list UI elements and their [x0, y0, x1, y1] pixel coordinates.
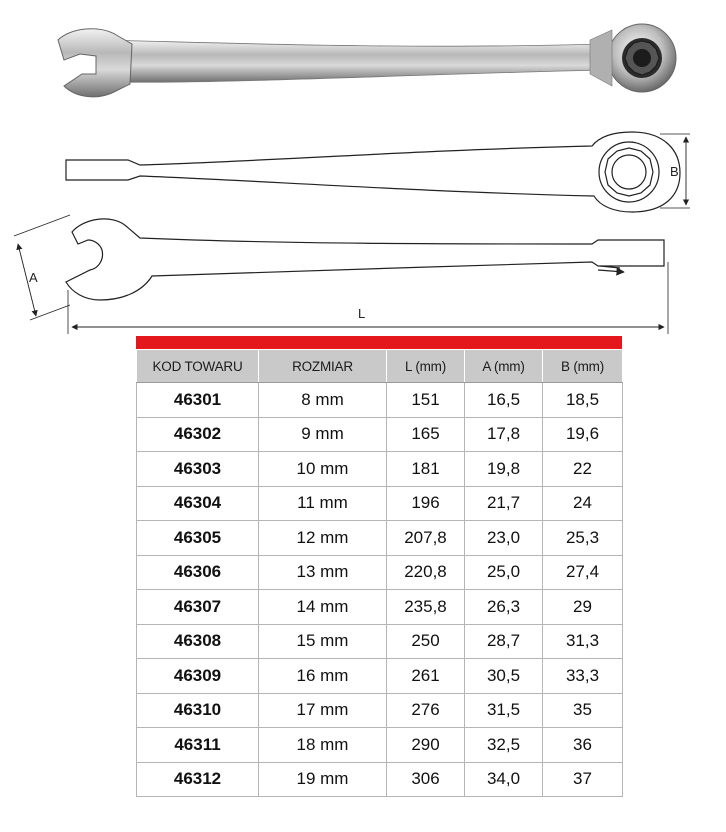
cell-dim-a: 23,0: [465, 521, 543, 556]
table-row: [137, 555, 623, 590]
cell-length: 220,8: [387, 555, 465, 590]
cell-size: 11 mm: [259, 486, 387, 521]
table-row: [137, 762, 623, 797]
wrench-technical-drawing: [0, 118, 726, 348]
cell-product-code: 46311: [137, 728, 259, 763]
header-length: L (mm): [387, 350, 465, 383]
cell-dim-b: 31,3: [543, 624, 623, 659]
cell-dim-a: 31,5: [465, 693, 543, 728]
cell-length: 250: [387, 624, 465, 659]
cell-product-code: 46308: [137, 624, 259, 659]
cell-length: 290: [387, 728, 465, 763]
cell-dim-b: 27,4: [543, 555, 623, 590]
cell-product-code: 46312: [137, 762, 259, 797]
cell-size: 12 mm: [259, 521, 387, 556]
table-row: [137, 417, 623, 452]
header-dim-a: A (mm): [465, 350, 543, 383]
table-row: [137, 521, 623, 556]
cell-size: 19 mm: [259, 762, 387, 797]
wrench-photo: [0, 0, 726, 125]
cell-product-code: 46306: [137, 555, 259, 590]
header-size: ROZMIAR: [259, 350, 387, 383]
cell-size: 9 mm: [259, 417, 387, 452]
cell-product-code: 46309: [137, 659, 259, 694]
cell-product-code: 46305: [137, 521, 259, 556]
header-dim-b: B (mm): [543, 350, 623, 383]
cell-dim-a: 30,5: [465, 659, 543, 694]
table-row: [137, 383, 623, 418]
red-accent-bar: [136, 336, 622, 349]
table-row: [137, 486, 623, 521]
table-body: [137, 383, 623, 797]
dimension-b-label: B: [670, 164, 679, 179]
cell-dim-b: 29: [543, 590, 623, 625]
cell-dim-a: 17,8: [465, 417, 543, 452]
cell-size: 13 mm: [259, 555, 387, 590]
spec-table: [136, 349, 623, 797]
cell-product-code: 46303: [137, 452, 259, 487]
spec-table-container: [136, 336, 622, 797]
cell-size: 14 mm: [259, 590, 387, 625]
cell-length: 235,8: [387, 590, 465, 625]
cell-length: 207,8: [387, 521, 465, 556]
cell-length: 306: [387, 762, 465, 797]
wrench-top-view: [66, 132, 690, 212]
cell-dim-a: 21,7: [465, 486, 543, 521]
cell-length: 151: [387, 383, 465, 418]
cell-dim-b: 33,3: [543, 659, 623, 694]
cell-product-code: 46307: [137, 590, 259, 625]
cell-size: 8 mm: [259, 383, 387, 418]
cell-dim-a: 34,0: [465, 762, 543, 797]
cell-length: 276: [387, 693, 465, 728]
wrench-side-view: [14, 215, 668, 334]
cell-dim-a: 28,7: [465, 624, 543, 659]
cell-size: 17 mm: [259, 693, 387, 728]
cell-product-code: 46304: [137, 486, 259, 521]
dimension-a-label: A: [29, 270, 38, 285]
cell-product-code: 46301: [137, 383, 259, 418]
table-row: [137, 624, 623, 659]
header-product-code: KOD TOWARU: [137, 350, 259, 383]
cell-length: 261: [387, 659, 465, 694]
cell-length: 196: [387, 486, 465, 521]
cell-dim-b: 25,3: [543, 521, 623, 556]
cell-dim-a: 25,0: [465, 555, 543, 590]
table-row: [137, 590, 623, 625]
cell-size: 15 mm: [259, 624, 387, 659]
wrench-photo-body: [58, 24, 676, 97]
dimension-l-label: L: [358, 306, 366, 321]
cell-dim-a: 19,8: [465, 452, 543, 487]
cell-dim-b: 18,5: [543, 383, 623, 418]
cell-dim-b: 36: [543, 728, 623, 763]
cell-size: 18 mm: [259, 728, 387, 763]
cell-dim-a: 16,5: [465, 383, 543, 418]
cell-dim-b: 37: [543, 762, 623, 797]
table-row: [137, 659, 623, 694]
cell-product-code: 46310: [137, 693, 259, 728]
cell-size: 10 mm: [259, 452, 387, 487]
cell-dim-b: 35: [543, 693, 623, 728]
table-row: [137, 452, 623, 487]
cell-size: 16 mm: [259, 659, 387, 694]
cell-dim-b: 24: [543, 486, 623, 521]
cell-dim-b: 19,6: [543, 417, 623, 452]
cell-length: 181: [387, 452, 465, 487]
table-row: [137, 728, 623, 763]
cell-length: 165: [387, 417, 465, 452]
cell-dim-a: 26,3: [465, 590, 543, 625]
table-row: [137, 693, 623, 728]
cell-dim-a: 32,5: [465, 728, 543, 763]
table-header-row: [137, 350, 623, 383]
cell-product-code: 46302: [137, 417, 259, 452]
cell-dim-b: 22: [543, 452, 623, 487]
